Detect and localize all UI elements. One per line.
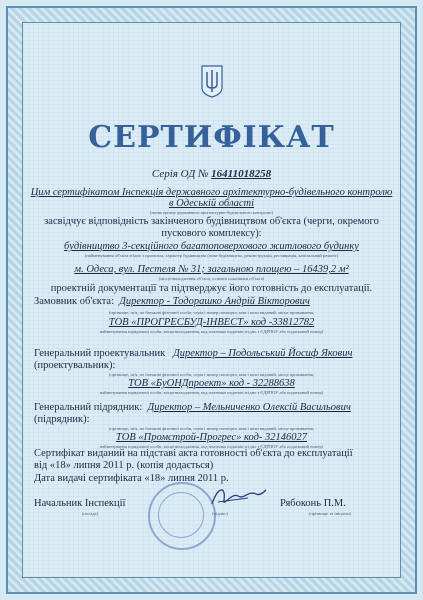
trident-emblem-icon xyxy=(200,64,224,98)
designer-row xyxy=(30,348,397,360)
designer-company: ТОВ «БуОНДпроект» код - 32288638 xyxy=(128,378,295,389)
basis-line-1: Сертифікат виданий на підставі акта готовності об'єкта до експлуатації xyxy=(34,448,353,459)
object-note: (найменування об'єкта згідно з проектом, характер будівництва (нове будівництво, реконструкція, реставрація, капітальний ремонт) xyxy=(84,253,339,258)
page-title: СЕРТИФІКАТ xyxy=(88,120,335,155)
head-name: Рябоконь П.М. xyxy=(280,498,346,509)
issuer-line-1: Цим сертифікатом Інспекція державного архітектурно-будівельного контролю xyxy=(30,187,393,198)
contractor-company: ТОВ «Промстрой-Прогрес» код- 32146027 xyxy=(115,432,308,443)
customer-person-note: (прізвище, ім'я, по батькові фізичної особи, серія і номер паспорта, ким і коли виданий, місце проживання, xyxy=(108,310,315,315)
serial-prefix: Серія ОД № xyxy=(151,168,209,180)
issue-date: Дата видачі сертифіката «18» липня 2011 р. xyxy=(34,473,229,484)
certificate-content xyxy=(30,30,393,570)
serial-value: 16411018258 xyxy=(211,168,272,180)
designer-company-note: найменування юридичної особи, місцезнаходження, код платника податків згідно з ЄДРПОУ або податковий номер) xyxy=(99,390,324,395)
project-docs-line: проектній документації та підтверджує його готовність до експлуатації. xyxy=(50,283,373,294)
designer-label-2: (проектувальник): xyxy=(34,360,116,371)
head-name-note: (прізвище та ініціали) xyxy=(308,511,352,516)
object-address: м. Одеса, вул. Пестеля № 31; загальною площею – 16439,2 м² xyxy=(74,264,349,275)
contractor-person: Директор – Мельниченко Олексій Васильович xyxy=(147,402,351,413)
customer-company: ТОВ «ПРОГРЕСБУД-ІНВЕСТ» код -33812782 xyxy=(108,317,315,328)
issuer-line-2: в Одеській області xyxy=(168,198,255,209)
customer-row xyxy=(30,296,397,308)
contractor-row xyxy=(30,402,397,414)
contractor-company-note: найменування юридичної особи, місцезнаходження, код платника податків згідно з ЄДРПОУ або податковий номер) xyxy=(99,444,324,449)
contractor-person-note: (прізвище, ім'я, по батькові фізичної особи, серія і номер паспорта, ким і коли виданий, місце проживання, xyxy=(108,426,315,431)
contractor-label-2: (підрядник): xyxy=(34,414,90,425)
basis-line-2: від «18» липня 2011 р. (копія додається) xyxy=(34,460,214,471)
designer-person-note: (прізвище, ім'я, по батькові фізичної особи, серія і номер паспорта, ким і коли виданий, місце проживання, xyxy=(108,372,315,377)
customer-label: Замовник об'єкта: xyxy=(34,296,114,307)
serial-number xyxy=(30,168,393,180)
customer-person: Директор - Тодорашко Андрій Вікторович xyxy=(119,296,310,307)
certifies-line-1: засвідчує відповідність закінченого будівництвом об'єкта (черги, окремого xyxy=(44,216,379,227)
address-note: (місцезнаходження об'єкта, основні показники об'єкта) xyxy=(158,276,265,281)
head-label: Начальник Інспекції xyxy=(34,498,126,509)
issuer-note: (назва органу державного архітектурно-будівельного контролю) xyxy=(150,210,273,215)
contractor-label: Генеральний підрядник: xyxy=(34,402,143,413)
designer-label: Генеральний проектувальник xyxy=(34,348,166,359)
head-position-note: (посада) xyxy=(81,511,99,516)
certifies-line-2: пускового комплексу): xyxy=(161,228,262,239)
signature-note: (підпис) xyxy=(212,511,228,516)
designer-person: Директор – Подольський Йосиф Якович xyxy=(173,348,353,359)
signature-mark xyxy=(208,482,268,512)
customer-company-note: найменування юридичної особи, місцезнаходження, код платника податків згідно з ЄДРПОУ або податковий номер) xyxy=(99,329,324,334)
official-seal xyxy=(148,482,216,550)
object-name: будівництво 3-секційного багатоповерхового житлового будинку xyxy=(64,241,359,252)
